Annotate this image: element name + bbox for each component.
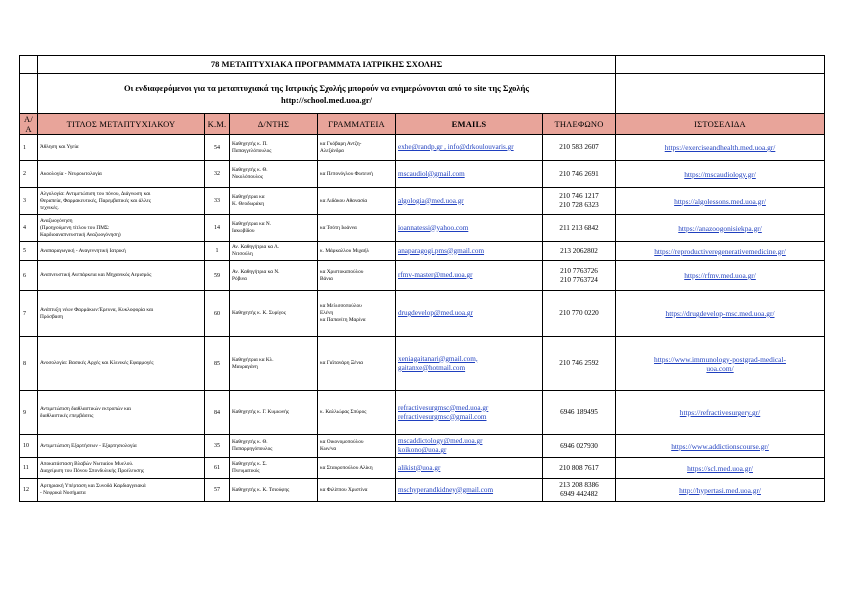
email-link-line[interactable]: gaitanxe@hotmail.com	[398, 363, 466, 372]
director-line: Καθηγητής κ. Γ. Κυμιωνής	[232, 409, 289, 415]
km-value: 1	[205, 242, 230, 261]
secretary	[318, 188, 396, 215]
director-line: Ρόβινα	[232, 275, 247, 282]
phone-number	[543, 435, 616, 458]
table-row	[20, 337, 825, 391]
director	[230, 458, 318, 479]
website-link	[616, 337, 825, 391]
row-number: 1	[20, 135, 38, 161]
program-title-line: Αρτηριακή Υπέρταση και Συνοδά Καρδιαγγειακά	[40, 483, 146, 489]
program-title-line: Διαχείριση του Πόνου Σπονδυλικής Προέλευσης	[40, 468, 145, 474]
program-title-line: Αποκατάσταση Βλαβών Νωτιαίου Μυελού.	[40, 461, 134, 467]
email-link-line[interactable]: exhe@randp.gr , info@drkoulouvaris.gr	[398, 143, 514, 151]
email-link-line[interactable]: refractivesurgmsc@med.uoa.gr	[398, 403, 489, 412]
email-link	[396, 391, 543, 435]
secretary	[318, 337, 396, 391]
email-link	[396, 435, 543, 458]
director-line: Ιακωβίδου	[232, 228, 255, 234]
email-link-line[interactable]: drugdevelop@med.uoa.gr	[398, 309, 473, 317]
secretary-line: κα Τσότη Ιωάννα	[320, 224, 357, 231]
table-row	[20, 291, 825, 337]
row-number: 10	[20, 435, 38, 458]
director-line: Καθηγητής κ. Κ. Συρίγος	[232, 310, 286, 316]
program-title-line: Αναπαραγωγική - Αναγεννητική Ιατρική	[40, 247, 126, 254]
table-row	[20, 215, 825, 242]
website-link-line[interactable]: https://www.addictionscourse.gr/	[671, 441, 769, 451]
table-title: 78 ΜΕΤΑΠΤΥΧΙΑΚΑ ΠΡΟΓΡΑΜΜΑΤΑ ΙΑΤΡΙΚΗΣ ΣΧΟΛΗΣ	[38, 56, 616, 74]
director-line: Καθηγήτρια κα Ν.	[232, 221, 271, 227]
phone-number	[543, 135, 616, 161]
phone-number	[543, 161, 616, 188]
col-header-title: ΤΙΤΛΟΣ ΜΕΤΑΠΤΥΧΙΑΚΟΥ	[38, 114, 205, 135]
email-link	[396, 135, 543, 161]
col-header-emails: EMAILS	[396, 114, 543, 135]
program-title-line: Αντιμετώπιση διαθλαστικών εκτροπών και	[40, 405, 131, 412]
director	[230, 188, 318, 215]
phone-number-line: 210 746 2691	[559, 169, 599, 178]
website-link	[616, 479, 825, 502]
program-title-line: Αναζωογόνηση	[40, 217, 73, 224]
email-link-line[interactable]: alikist@uoa.gr	[398, 463, 441, 472]
col-header-website: ΙΣΤΟΣΕΛΙΔΑ	[616, 114, 825, 135]
km-value: 84	[205, 391, 230, 435]
director	[230, 161, 318, 188]
row-number: 8	[20, 337, 38, 391]
phone-number	[543, 291, 616, 337]
secretary-line: Ελένη	[320, 310, 334, 316]
phone-number-line: 213 2062802	[560, 246, 598, 255]
email-link	[396, 242, 543, 261]
secretary-line: κα Μελισσοπούλου	[320, 303, 362, 309]
table-subtitle	[38, 74, 616, 114]
subtitle-text: Οι ενδιαφερόμενοι για τα μεταπτυχιακά της Ιατρικής Σχολής μπορούν να ενημερώνονται από το site της Σχολής	[124, 82, 529, 93]
email-link	[396, 188, 543, 215]
website-link-line[interactable]: https://rfmv.med.uoa.gr/	[684, 271, 756, 280]
program-title-line: Αντιμετώπιση Εξαρτήσεων - Εξαρτησιολογία	[40, 442, 137, 449]
website-link	[616, 261, 825, 291]
director-line: Καθηγητής κ. Θ.	[232, 439, 268, 445]
website-link-line[interactable]: https://scl.med.uoa.gr/	[687, 463, 753, 473]
row-number: 3	[20, 188, 38, 215]
phone-number-line: 210 746 2592	[559, 359, 599, 367]
website-link	[616, 161, 825, 188]
director-line: Καθηγητής κ. Θ.	[232, 167, 268, 173]
secretary-line: Κων/να	[320, 446, 337, 452]
website-link	[616, 242, 825, 261]
secretary-line: κα Παπανίτη Μαρίνα	[320, 317, 366, 323]
table-row	[20, 479, 825, 502]
email-link-line[interactable]: refractivesurgmsc@gmail.com	[398, 412, 487, 421]
secretary-line: κ. Μάρκαλλου Μιχαήλ	[320, 247, 370, 254]
email-link	[396, 215, 543, 242]
email-link-line[interactable]: anaparagogi.pms@gmail.com	[398, 246, 485, 255]
director-line: Πνευματικός	[232, 468, 260, 474]
phone-number-line: 211 213 6842	[559, 223, 599, 232]
director	[230, 337, 318, 391]
secretary	[318, 479, 396, 502]
program-title	[38, 188, 205, 215]
program-title	[38, 161, 205, 188]
website-link-line[interactable]: https://refractivesurgery.gr/	[679, 408, 761, 417]
table-row	[20, 188, 825, 215]
secretary	[318, 215, 396, 242]
km-value: 35	[205, 435, 230, 458]
email-link	[396, 161, 543, 188]
program-title-line: (Προηγούμενη τίτλου του ΠΜΣ:	[40, 224, 110, 231]
director-line: Καθηγητής κ. Π.	[232, 140, 268, 147]
email-link-line[interactable]: algologia@med.uoa.gr	[398, 196, 464, 205]
secretary	[318, 242, 396, 261]
director	[230, 479, 318, 502]
secretary-line: κα Φιλίππου Χριστίνα	[320, 486, 368, 493]
phone-number-line: 210 7763726	[560, 266, 598, 275]
director-line: Αν. Καθηγήτρια κα Ν.	[232, 268, 280, 275]
program-title-line: Ανοσολογία: Βασικές Αρχές και Κλινικές Εφαρμογές	[40, 360, 154, 366]
website-link	[616, 391, 825, 435]
program-title	[38, 242, 205, 261]
secretary-line: κα Γαϊτανάρη Ξένια	[320, 360, 364, 366]
row-number: 5	[20, 242, 38, 261]
km-value: 33	[205, 188, 230, 215]
website-link-line[interactable]: http://hypertasi.med.uoa.gr/	[679, 485, 761, 495]
director	[230, 135, 318, 161]
phone-number-line: 210 583 2607	[559, 143, 599, 151]
km-value: 54	[205, 135, 230, 161]
phone-number-line: 210 808 7617	[559, 463, 599, 472]
email-link	[396, 458, 543, 479]
table-row	[20, 242, 825, 261]
website-link	[616, 215, 825, 242]
website-link	[616, 458, 825, 479]
table-row	[20, 161, 825, 188]
director	[230, 291, 318, 337]
secretary	[318, 458, 396, 479]
program-title	[38, 261, 205, 291]
secretary-line: κα Σταυροπούλου Αλίκη	[320, 464, 373, 471]
email-link	[396, 291, 543, 337]
secretary-line: κ. Καλλιώρας Σπύρος	[320, 409, 367, 415]
phone-number	[543, 188, 616, 215]
website-link-line[interactable]: https://drugdevelop-msc.med.uoa.gr/	[665, 309, 775, 318]
row-number: 2	[20, 161, 38, 188]
secretary-line: κα Οικονομοπούλου	[320, 439, 364, 445]
phone-number-line: 6949 442482	[560, 490, 598, 498]
program-title	[38, 391, 205, 435]
phone-number-line: 6946 027930	[560, 441, 598, 450]
col-header-km: Κ.Μ.	[205, 114, 230, 135]
director	[230, 391, 318, 435]
table-row	[20, 391, 825, 435]
program-title-line: Αναπνευστική Ανεπάρκεια και Μηχανικός Αερισμός	[40, 272, 152, 278]
website-link	[616, 435, 825, 458]
program-title	[38, 337, 205, 391]
phone-number-line: 210 746 1217	[559, 192, 599, 200]
phone-number	[543, 215, 616, 242]
km-value: 57	[205, 479, 230, 502]
row-number: 9	[20, 391, 38, 435]
col-header-secretary: ΓΡΑΜΜΑΤΕΙΑ	[318, 114, 396, 135]
program-title	[38, 435, 205, 458]
phone-number	[543, 479, 616, 502]
phone-number	[543, 337, 616, 391]
secretary	[318, 391, 396, 435]
director-line: Καθηγητής κ. Κ. Τσιούφης	[232, 486, 290, 493]
km-value: 85	[205, 337, 230, 391]
website-link-line[interactable]: https://www.immunology-postgrad-medical-	[654, 354, 786, 364]
secretary	[318, 435, 396, 458]
programs-table	[19, 55, 825, 502]
program-title-line: Αλγολογία: Αντιμετώπιση του πόνου, Διάγνωση και	[40, 190, 151, 197]
col-header-director: Δ/ΝΤΗΣ	[230, 114, 318, 135]
program-title-line: τεχνικές.	[40, 204, 59, 211]
program-title	[38, 458, 205, 479]
director-line: Μαυραγάνη	[232, 363, 258, 370]
phone-number-line: 6946 189495	[560, 408, 598, 416]
table-row	[20, 135, 825, 161]
phone-number	[543, 458, 616, 479]
website-link-line[interactable]: https://anazoogonisiekpa.gr/	[678, 223, 762, 233]
phone-number	[543, 391, 616, 435]
website-link	[616, 188, 825, 215]
row-number: 11	[20, 458, 38, 479]
program-title-line: Πρόσβαση	[40, 313, 64, 320]
row-number: 7	[20, 291, 38, 337]
email-link-line[interactable]: mscaudiol@gmail.com	[398, 169, 465, 178]
row-number: 12	[20, 479, 38, 502]
program-title	[38, 479, 205, 502]
director-line: Καθηγήτρια κα	[232, 194, 265, 200]
director-line: Παπαγγελόπουλος	[232, 147, 272, 154]
phone-number-line: 210 7763724	[560, 275, 598, 284]
secretary-line: κα Λιδάκου Αθανασία	[320, 197, 368, 204]
program-title-line: διαθλαστικές επεμβάσεις	[40, 412, 94, 419]
km-value: 32	[205, 161, 230, 188]
col-header-phone: ΤΗΛΕΦΩΝΟ	[543, 114, 616, 135]
program-title	[38, 291, 205, 337]
website-link-line[interactable]: https://algolessons.med.uoa.gr/	[674, 196, 766, 206]
website-link-line[interactable]: https://exerciseandhealth.med.uoa.gr/	[664, 143, 776, 152]
email-link	[396, 261, 543, 291]
table-row	[20, 435, 825, 458]
director-line: Νικολόπουλος	[232, 174, 263, 180]
website-link	[616, 135, 825, 161]
email-link	[396, 337, 543, 391]
secretary-line: Αλεξάνδρα	[320, 147, 344, 154]
email-link-line[interactable]: xeniagaitanari@gmail.com,	[398, 354, 478, 363]
phone-number-line: 210 770 0220	[559, 309, 599, 317]
secretary	[318, 291, 396, 337]
program-title-line: Άθληση και Υγεία	[40, 144, 79, 150]
director-line: Καθηγήτρια κα Κλ.	[232, 356, 274, 363]
email-link	[396, 479, 543, 502]
phone-number	[543, 242, 616, 261]
phone-number-line: 210 728 6323	[559, 201, 599, 209]
secretary-line: Βάνια	[320, 275, 333, 282]
website-link-line[interactable]: https://reproductiveregenerativemedicine.gr/	[654, 246, 786, 256]
km-value: 60	[205, 291, 230, 337]
program-title	[38, 215, 205, 242]
secretary	[318, 135, 396, 161]
director-line: Κ. Θεοδωράκη	[232, 201, 265, 207]
program-title-line: Θεραπεία, Φαρμακευτικές, Παρεμβατικές και άλλες	[40, 197, 151, 204]
km-value: 14	[205, 215, 230, 242]
director-line: Αν. Καθηγήτρια κα Λ.	[232, 244, 280, 250]
director-line: Παπαρρηγόπουλος	[232, 446, 273, 452]
km-value: 59	[205, 261, 230, 291]
table-row	[20, 458, 825, 479]
secretary-line: κα Πεπονόγλου Φωτεινή	[320, 170, 373, 177]
director	[230, 435, 318, 458]
column-header-row	[20, 114, 825, 135]
email-link-line[interactable]: mschyperandkidney@gmail.com	[398, 485, 494, 494]
program-title-line: Ακοολογία - Νευροωτολογία	[40, 170, 102, 177]
email-link-line[interactable]: rfmv-master@med.uoa.gr	[398, 271, 473, 279]
phone-number-line: 213 208 8386	[559, 481, 599, 489]
program-title-line: Ανάπτυξη νέων Φαρμάκων:Έρευνα, Κυκλοφορία και	[40, 306, 154, 313]
program-title-line: - Νεφρικά Νοσήματα	[40, 490, 86, 496]
email-link-line[interactable]: mscaddictology@med.uoa.gr	[398, 437, 483, 445]
km-value: 61	[205, 458, 230, 479]
school-site-link[interactable]: http://school.med.uoa.gr/	[281, 94, 372, 105]
program-title	[38, 135, 205, 161]
director-line: Καθηγητής κ. Σ.	[232, 461, 267, 467]
director	[230, 261, 318, 291]
secretary	[318, 161, 396, 188]
director	[230, 215, 318, 242]
website-link-line[interactable]: uoa.com/	[706, 363, 734, 373]
director-line: Νιτσούλη	[232, 251, 253, 257]
row-number: 4	[20, 215, 38, 242]
phone-number	[543, 261, 616, 291]
website-link-line[interactable]: https://mscaudiology.gr/	[684, 169, 756, 179]
table-row	[20, 261, 825, 291]
secretary-line: κα Χριστοκαπούλου	[320, 268, 364, 275]
secretary	[318, 261, 396, 291]
col-header-aa: Α/Α	[20, 114, 38, 135]
email-link-line[interactable]: ioannatessi@yahoo.com	[398, 223, 469, 232]
row-number: 6	[20, 261, 38, 291]
program-title-line: Καρδιοαναπνευστική Αναζωογόνηση)	[40, 231, 121, 238]
secretary-line: κα Γκόβαρη Αντζη-	[320, 140, 362, 147]
website-link	[616, 291, 825, 337]
email-link-line[interactable]: koikono@uoa.gr	[398, 446, 447, 454]
director	[230, 242, 318, 261]
